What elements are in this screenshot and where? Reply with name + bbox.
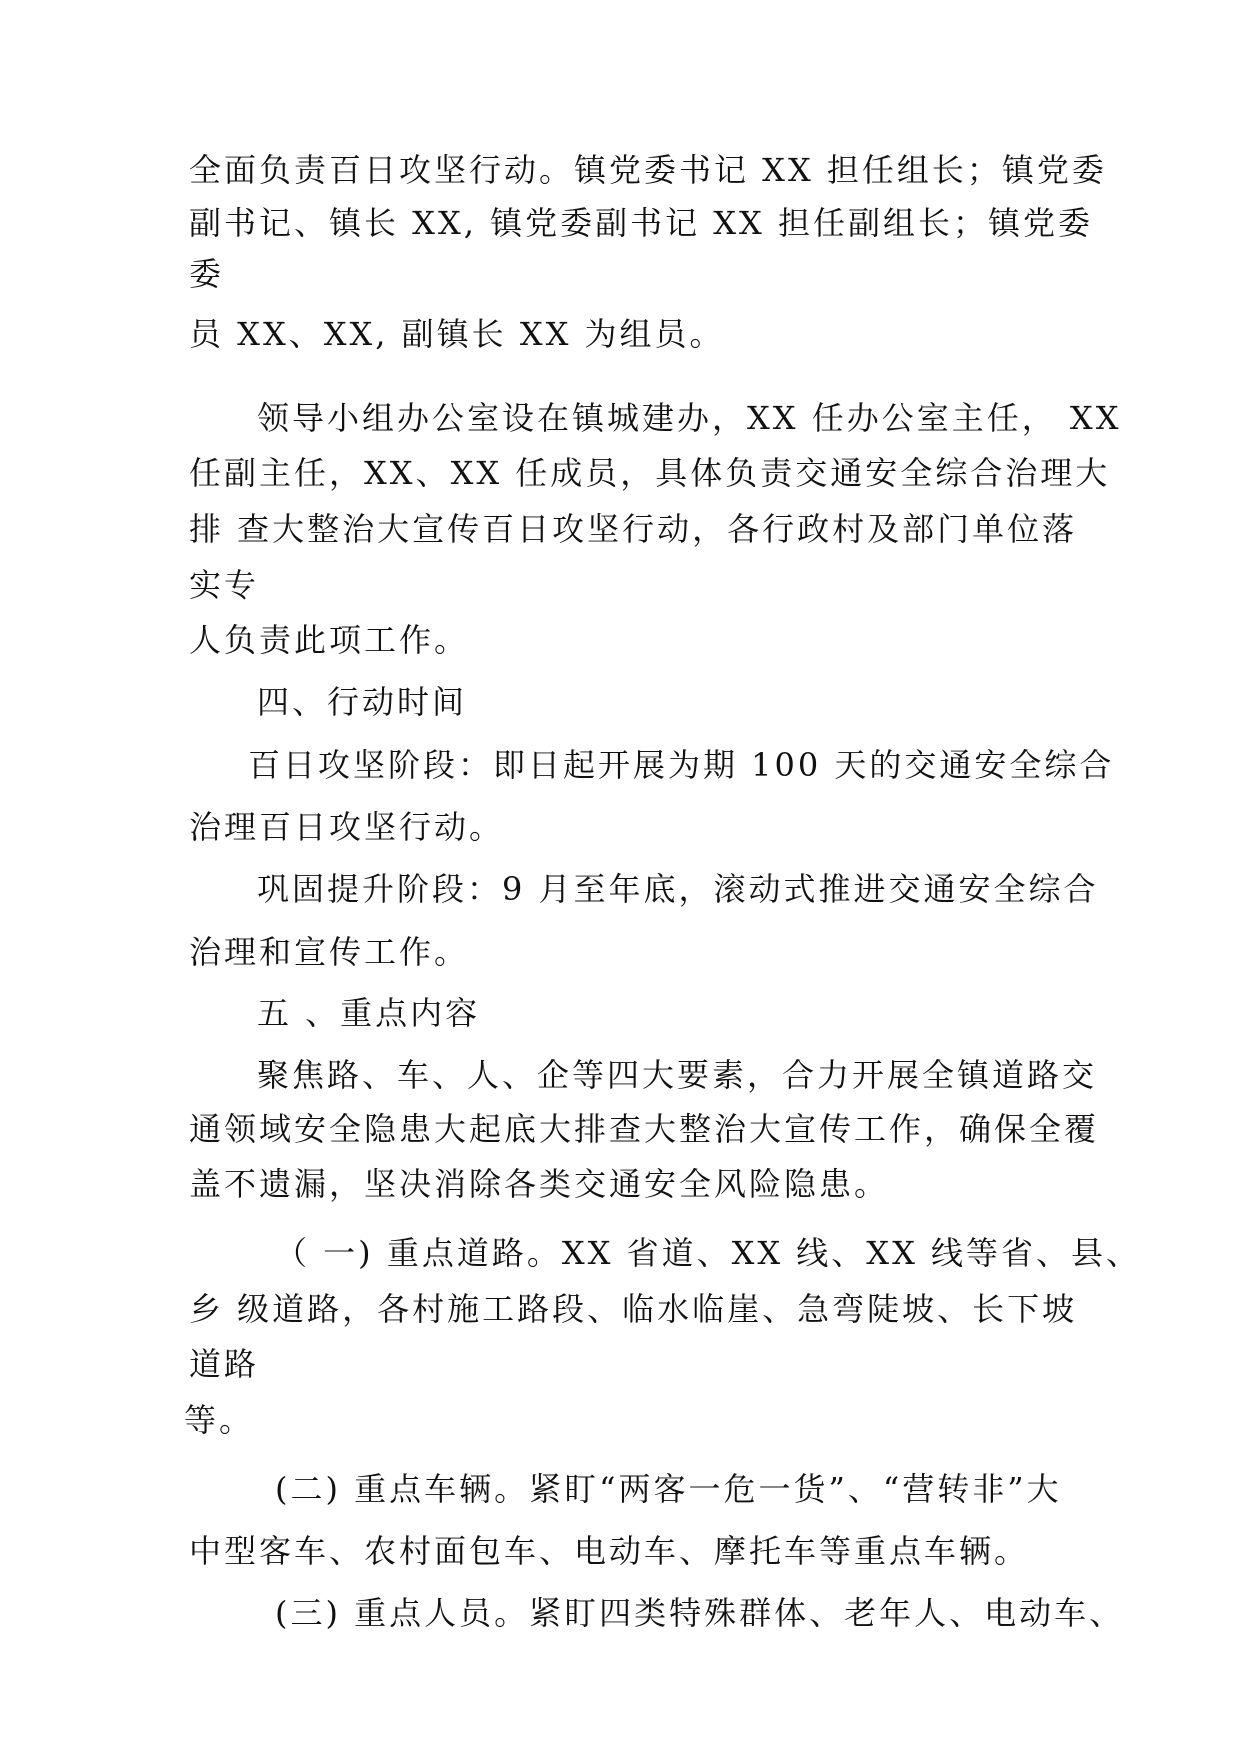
text-line: （ 一) 重点道路。XX 省道、XX 线、XX 线等省、县、 [275, 1234, 1142, 1272]
text-line: 等。 [184, 1401, 255, 1439]
text-line: 聚焦路、车、人、企等四大要素，合力开展全镇道路交 [257, 1056, 1098, 1094]
text-line: 委 [189, 255, 225, 293]
text-line: 巩固提升阶段：9 月至年底，滚动式推进交通安全综合 [257, 870, 1099, 908]
text-line: 中型客车、农村面包车、电动车、摩托车等重点车辆。 [189, 1532, 1030, 1570]
text-line: 盖不遗漏，坚决消除各类交通安全风险隐患。 [189, 1165, 890, 1203]
text-line: (二) 重点车辆。紧盯“两客一危一货”、“营转非”大 [275, 1470, 1062, 1508]
text-line: 领导小组办公室设在镇城建办，XX 任办公室主任， XX [257, 399, 1122, 437]
text-line: 任副主任，XX、XX 任成员，具体负责交通安全综合治理大 [189, 454, 1111, 492]
text-line: 副书记、镇长 XX, 镇党委副书记 XX 担任副组长；镇党委 [189, 204, 1093, 242]
text-line: 通领域安全隐患大起底大排查大整治大宣传工作，确保全覆 [189, 1110, 1100, 1148]
text-line: 治理和宣传工作。 [189, 933, 470, 971]
text-line: 道路 [189, 1345, 260, 1383]
text-line: 治理百日攻坚行动。 [189, 808, 505, 846]
text-line: 全面负责百日攻坚行动。镇党委书记 XX 担任组长；镇党委 [189, 151, 1107, 189]
text-line: (三) 重点人员。紧盯四类特殊群体、老年人、电动车、 [275, 1594, 1125, 1632]
section-heading: 五 、重点内容 [257, 994, 481, 1032]
text-line: 实专 [189, 566, 260, 604]
text-line: 员 XX、XX, 副镇长 XX 为组员。 [189, 315, 725, 353]
text-line: 排 查大整治大宣传百日攻坚行动，各行政村及部门单位落 [189, 510, 1078, 548]
text-line: 乡 级道路，各村施工路段、临水临崖、急弯陡坡、长下坡 [189, 1290, 1078, 1328]
text-line: 人负责此项工作。 [189, 621, 470, 659]
text-line: 百日攻坚阶段：即日起开展为期 100 天的交通安全综合 [248, 746, 1115, 784]
section-heading: 四、行动时间 [257, 683, 468, 721]
